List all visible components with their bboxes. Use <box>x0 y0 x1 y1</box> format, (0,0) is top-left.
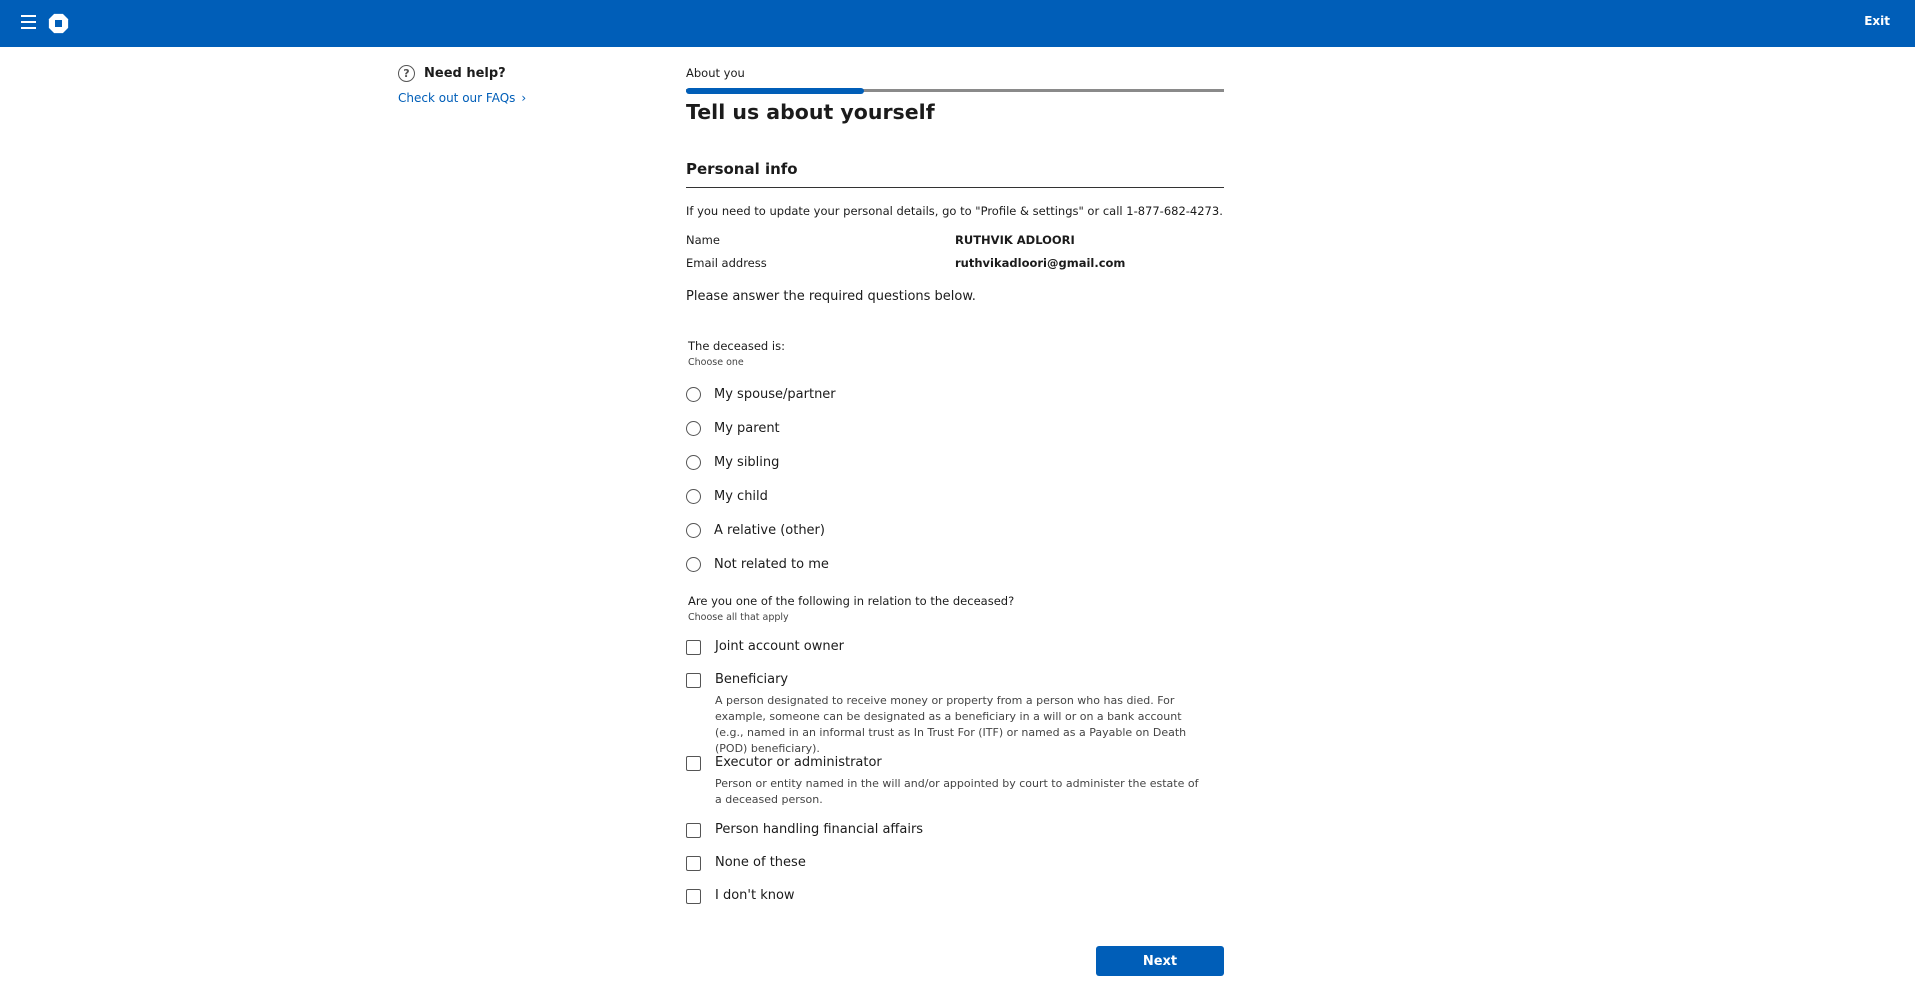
radio-button[interactable] <box>686 523 701 538</box>
next-button[interactable]: Next <box>1096 946 1224 976</box>
name-label: Name <box>686 233 720 247</box>
checkbox[interactable] <box>686 756 701 771</box>
chevron-right-icon: › <box>521 91 527 105</box>
email-label: Email address <box>686 256 767 270</box>
radio-button[interactable] <box>686 421 701 436</box>
radio-button[interactable] <box>686 489 701 504</box>
radio-not-related[interactable] <box>686 554 829 574</box>
relation-question-hint: Choose all that apply <box>688 612 789 623</box>
checkbox-description: Person or entity named in the will and/or appointed by court to administer the estate of a deceased person. <box>715 777 1199 806</box>
deceased-question-label: The deceased is: <box>688 339 785 353</box>
radio-button[interactable] <box>686 455 701 470</box>
checkbox[interactable] <box>686 640 701 655</box>
faq-link-label: Check out our FAQs <box>398 91 516 105</box>
progress-fill <box>686 88 864 94</box>
radio-label: My spouse/partner <box>714 386 836 402</box>
help-panel <box>398 65 526 105</box>
exit-button[interactable]: Exit <box>1864 14 1890 28</box>
relation-question-label: Are you one of the following in relation to the deceased? <box>688 594 1015 608</box>
radio-label: Not related to me <box>714 556 829 572</box>
top-navigation-bar <box>0 0 1915 47</box>
checkbox[interactable] <box>686 823 701 838</box>
update-note: If you need to update your personal details, go to "Profile & settings" or call 1-877-682-4273. <box>686 204 1223 218</box>
menu-icon[interactable] <box>21 15 36 29</box>
answer-note: Please answer the required questions below. <box>686 289 976 304</box>
radio-sibling[interactable] <box>686 452 779 472</box>
radio-button[interactable] <box>686 557 701 572</box>
progress-bar <box>686 88 1224 94</box>
radio-label: A relative (other) <box>714 522 825 538</box>
section-divider <box>686 187 1224 188</box>
step-label: About you <box>686 66 745 80</box>
bank-logo-icon[interactable] <box>48 13 69 34</box>
radio-relative-other[interactable] <box>686 520 825 540</box>
email-value: ruthvikadloori@gmail.com <box>955 256 1126 270</box>
question-circle-icon: ? <box>398 65 415 82</box>
radio-parent[interactable] <box>686 418 780 438</box>
page-title: Tell us about yourself <box>686 100 935 124</box>
radio-label: My parent <box>714 420 780 436</box>
checkbox-label: Person handling financial affairs <box>715 822 924 837</box>
radio-label: My sibling <box>714 454 780 470</box>
checkbox-label: Executor or administrator <box>715 755 882 770</box>
checkbox[interactable] <box>686 889 701 904</box>
radio-button[interactable] <box>686 387 701 402</box>
radio-child[interactable] <box>686 486 768 506</box>
checkbox-label: Joint account owner <box>715 639 844 654</box>
checkbox-label: I don't know <box>715 888 795 903</box>
checkbox[interactable] <box>686 673 701 688</box>
checkbox-label: Beneficiary <box>715 672 789 687</box>
section-title: Personal info <box>686 160 798 178</box>
name-value: RUTHVIK ADLOORI <box>955 233 1075 247</box>
checkbox-label: None of these <box>715 855 806 870</box>
checkbox-description: A person designated to receive money or property from a person who has died. For example, someone can be designated as a beneficiary in a will or on a bank account (e.g., named in an informal trust as In Trust For (ITF) or named as a Payable on Death (POD) beneficiary). <box>715 694 1187 755</box>
faq-link[interactable] <box>398 91 526 105</box>
radio-label: My child <box>714 488 768 504</box>
help-title: Need help? <box>424 66 506 81</box>
checkbox[interactable] <box>686 856 701 871</box>
deceased-question-hint: Choose one <box>688 357 744 368</box>
radio-spouse-partner[interactable] <box>686 384 836 404</box>
